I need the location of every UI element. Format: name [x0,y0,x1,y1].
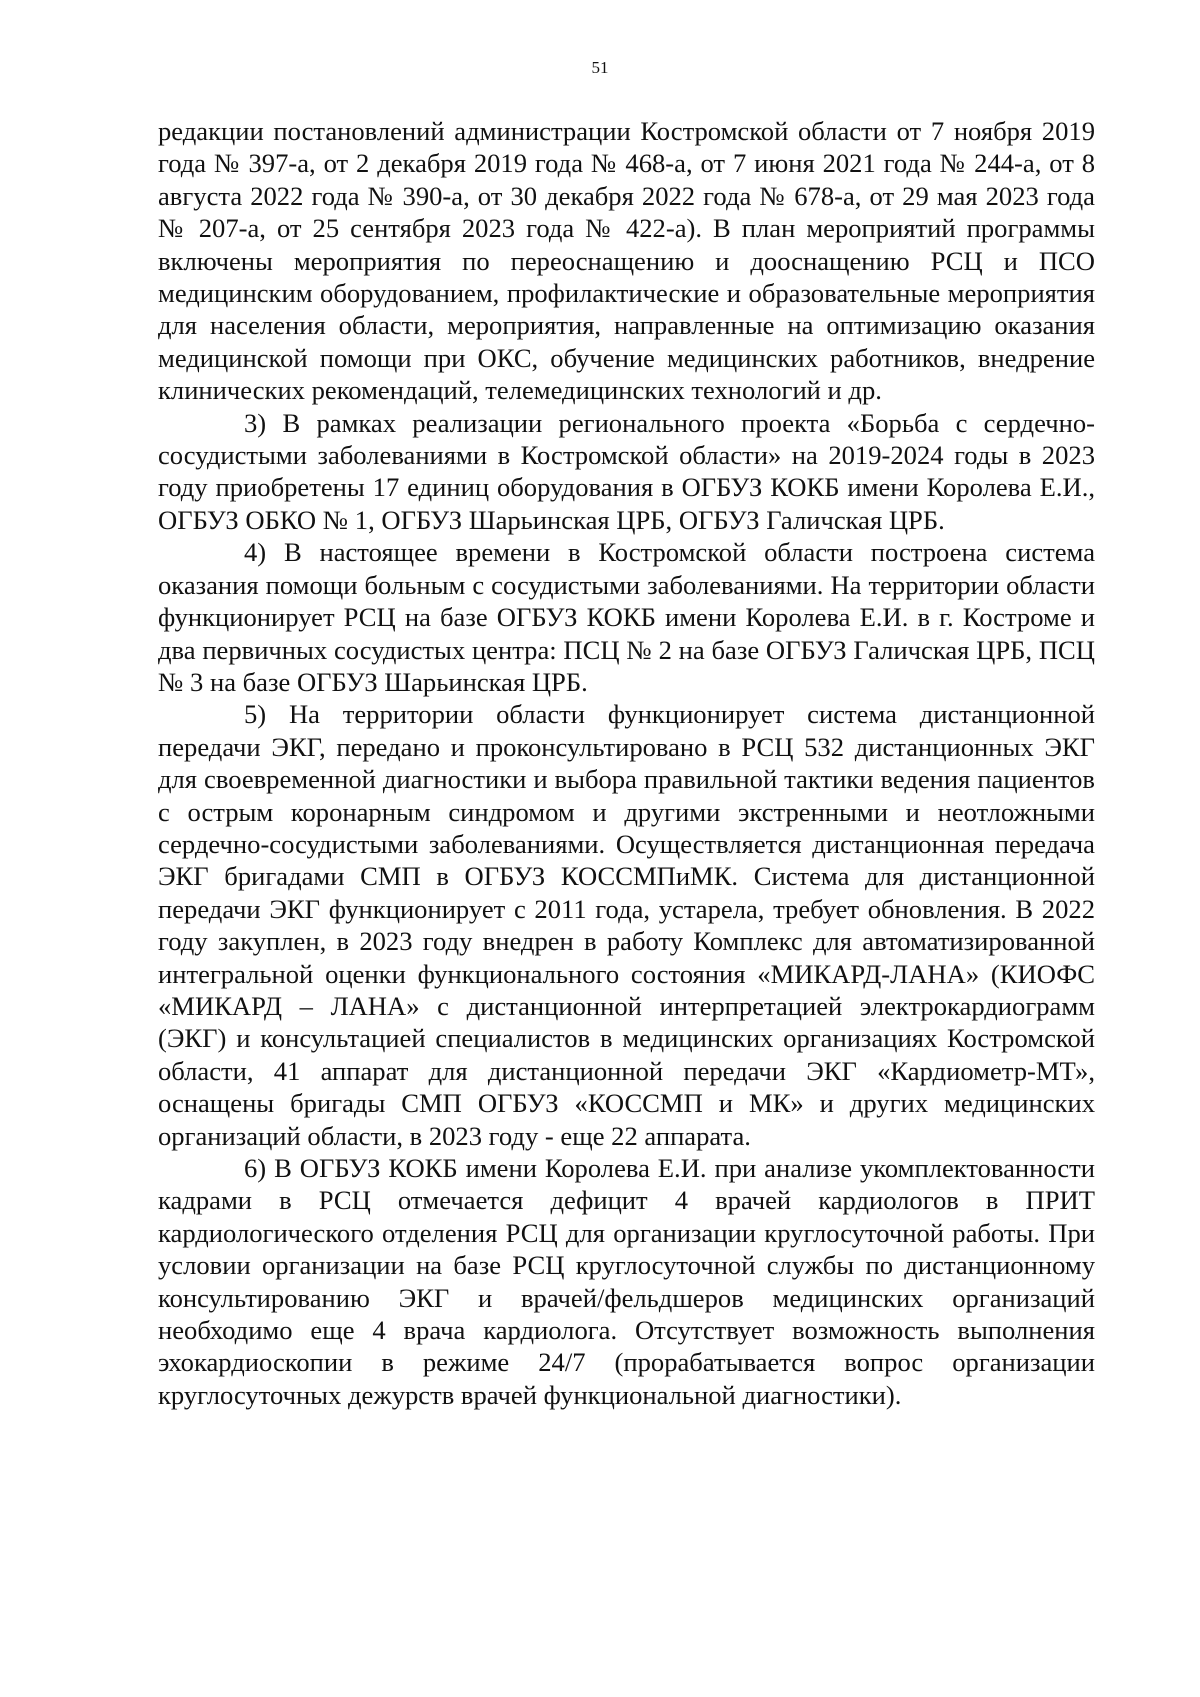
page-number: 51 [591,58,609,77]
paragraph-item-6: 6) В ОГБУЗ КОКБ имени Королева Е.И. при анализе укомплектованности кадрами в РСЦ отмечается дефицит 4 врачей кардиологов в ПРИТ кардиологического отделения РСЦ для организации круглосуточной работы. При условии организации на базе РСЦ круглосуточной службы по дистанционному консультированию ЭКГ и врачей/фельдшеров медицинских организаций необходимо еще 4 врача кардиолога. Отсутствует возможность выполнения эхокардиоскопии в режиме 24/7 (прорабатывается вопрос организации круглосуточных дежурств врачей функциональной диагностики). [158,1153,1095,1410]
paragraph-item-3: 3) В рамках реализации регионального проекта «Борьба с сердечно-сосудистыми заболеваниями в Костромской области» на 2019-2024 годы в 2023 году приобретены 17 единиц оборудования в ОГБУЗ КОКБ имени Королева Е.И., ОГБУЗ ОБКО № 1, ОГБУЗ Шарьинская ЦРБ, ОГБУЗ Галичская ЦРБ. [158,407,1095,535]
document-body [158,115,1095,1411]
paragraph-item-5: 5) На территории области функционирует система дистанционной передачи ЭКГ, передано и проконсультировано в РСЦ 532 дистанционных ЭКГ для своевременной диагностики и выбора правильной тактики ведения пациентов с острым коронарным синдромом и другими экстренными и неотложными сердечно-сосудистыми заболеваниями. Осуществляется дистанционная передача ЭКГ бригадами СМП в ОГБУЗ КОССМПиМК. Система для дистанционной передачи ЭКГ функционирует с 2011 года, устарела, требует обновления. В 2022 году закуплен, в 2023 году внедрен в работу Комплекс для автоматизированной интегральной оценки функционального состояния «МИКАРД-ЛАНА» (КИОФС «МИКАРД – ЛАНА» с дистанционной интерпретацией электрокардиограмм (ЭКГ) и консультацией специалистов в медицинских организациях Костромской области, 41 аппарат для дистанционной передачи ЭКГ «Кардиометр-МТ», оснащены бригады СМП ОГБУЗ «КОССМП и МК» и других медицинских организаций области, в 2023 году - еще 22 аппарата. [158,699,1095,1151]
paragraph-item-4: 4) В настоящее времени в Костромской области построена система оказания помощи больным с сосудистыми заболеваниями. На территории области функционирует РСЦ на базе ОГБУЗ КОКБ имени Королева Е.И. в г. Костроме и два первичных сосудистых центра: ПСЦ № 2 на базе ОГБУЗ Галичская ЦРБ, ПСЦ № 3 на базе ОГБУЗ Шарьинская ЦРБ. [158,537,1095,697]
paragraph-continuation: редакции постановлений администрации Костромской области от 7 ноября 2019 года № 397-а, от 2 декабря 2019 года № 468-а, от 7 июня 2021 года № 244-а, от 8 августа 2022 года № 390-а, от 30 декабря 2022 года № 678-а, от 29 мая 2023 года № 207-а, от 25 сентября 2023 года № 422-а). В план мероприятий программы включены мероприятия по переоснащению и дооснащению РСЦ и ПСО медицинским оборудованием, профилактические и образовательные мероприятия для населения области, мероприятия, направленные на оптимизацию оказания медицинской помощи при ОКС, обучение медицинских работников, внедрение клинических рекомендаций, телемедицинских технологий и др. [158,116,1095,406]
